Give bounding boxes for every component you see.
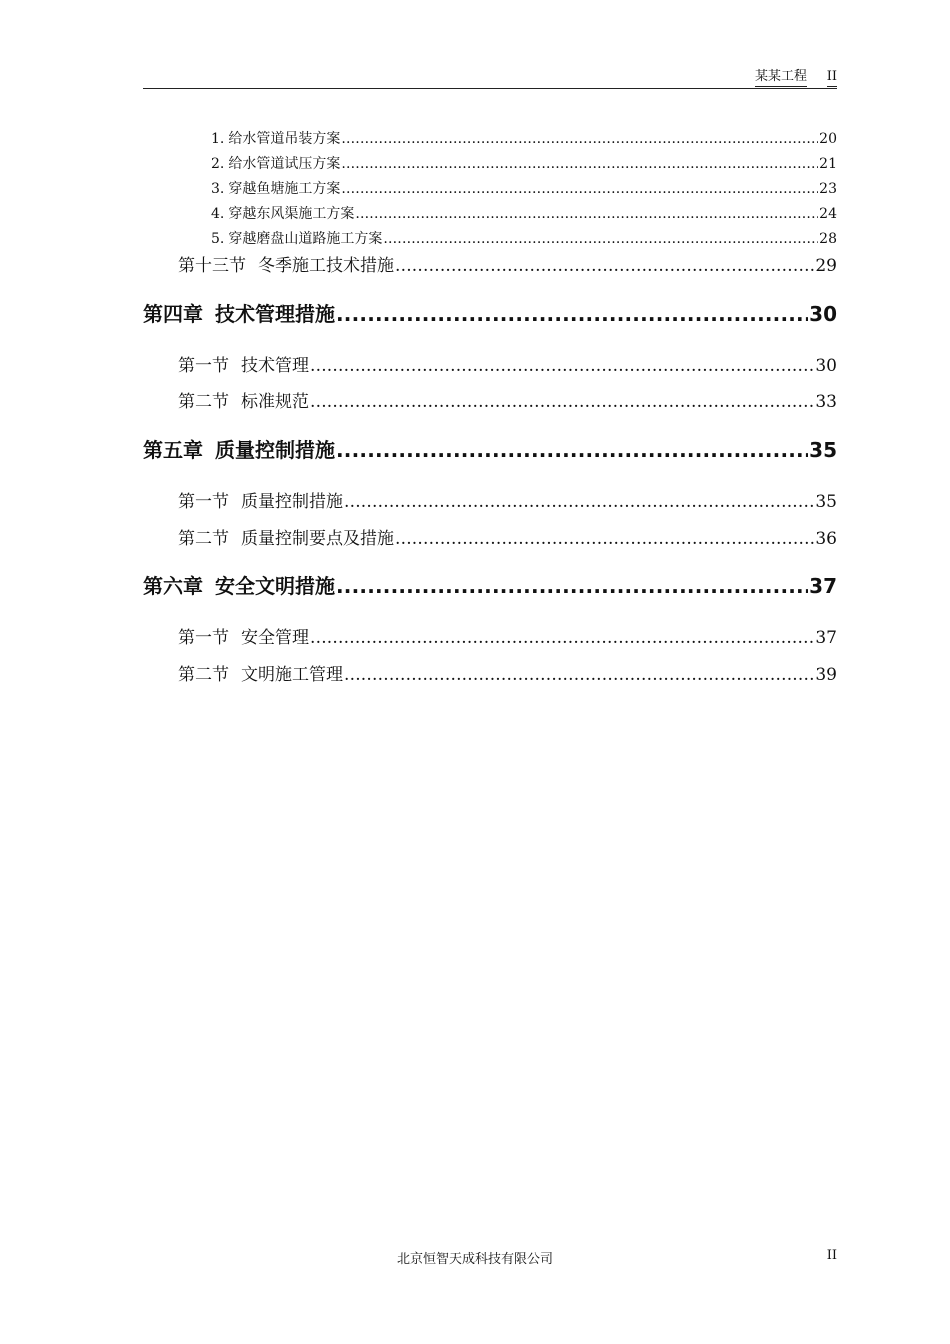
toc-entry-label: 穿越东风渠施工方案 — [228, 206, 355, 222]
toc-chapter[interactable] — [143, 570, 837, 598]
toc-entry-number: 2. — [211, 156, 225, 172]
toc-section[interactable] — [178, 660, 837, 684]
toc-dot-leader — [395, 529, 814, 549]
toc-entry-label: 穿越鱼塘施工方案 — [228, 181, 341, 197]
toc-section-page: 29 — [815, 256, 837, 276]
toc-chapter-label: 质量控制措施 — [215, 438, 335, 462]
toc-entry[interactable] — [211, 228, 837, 248]
toc-chapter-label: 安全文明措施 — [215, 574, 335, 598]
toc-dot-leader — [355, 206, 818, 222]
toc-section-label: 安全管理 — [241, 628, 309, 648]
toc-entry-page: 20 — [819, 131, 837, 147]
toc-section[interactable] — [178, 487, 837, 511]
toc-entry[interactable] — [211, 203, 837, 223]
toc-dot-leader — [336, 438, 808, 462]
toc-section-number: 第一节 — [178, 356, 229, 376]
toc-section-page: 35 — [815, 492, 837, 512]
toc-section-number: 第二节 — [178, 529, 229, 549]
toc-dot-leader — [383, 231, 818, 247]
footer-page-number: II — [826, 1248, 837, 1263]
toc-section[interactable] — [178, 251, 837, 275]
toc-section-page: 33 — [815, 392, 837, 412]
toc-chapter[interactable] — [143, 434, 837, 462]
toc-section-page: 37 — [815, 628, 837, 648]
toc-dot-leader — [336, 302, 808, 326]
toc-section-label: 冬季施工技术措施 — [258, 256, 394, 276]
toc-section-label: 标准规范 — [241, 392, 309, 412]
toc-dot-leader — [341, 156, 818, 172]
toc-entry-page: 28 — [819, 231, 837, 247]
toc-dot-leader — [310, 356, 814, 376]
toc-entry-page: 21 — [819, 156, 837, 172]
toc-dot-leader — [344, 492, 814, 512]
toc-section-page: 39 — [815, 665, 837, 685]
toc-dot-leader — [341, 181, 818, 197]
toc-chapter-number: 第五章 — [143, 438, 203, 462]
toc-entry-page: 23 — [819, 181, 837, 197]
toc-chapter-page: 37 — [809, 574, 837, 598]
header-page-number: II — [827, 68, 837, 87]
toc-section-number: 第一节 — [178, 492, 229, 512]
toc-section-number: 第二节 — [178, 665, 229, 685]
toc-dot-leader — [336, 574, 808, 598]
toc-section[interactable] — [178, 387, 837, 411]
toc-chapter-label: 技术管理措施 — [215, 302, 335, 326]
toc-entry-label: 给水管道吊装方案 — [228, 131, 341, 147]
toc-section-label: 质量控制措施 — [241, 492, 343, 512]
toc-dot-leader — [310, 628, 814, 648]
toc-section-page: 36 — [815, 529, 837, 549]
header-title: 某某工程 — [755, 68, 807, 87]
toc-chapter[interactable] — [143, 298, 837, 326]
toc-entry-label: 给水管道试压方案 — [228, 156, 341, 172]
toc-entry-page: 24 — [819, 206, 837, 222]
toc-section-label: 质量控制要点及措施 — [241, 529, 394, 549]
toc-entry[interactable] — [211, 153, 837, 173]
toc-section[interactable] — [178, 623, 837, 647]
toc-entry-number: 3. — [211, 181, 225, 197]
toc-entry-number: 4. — [211, 206, 225, 222]
toc-section-number: 第十三节 — [178, 256, 246, 276]
toc-dot-leader — [344, 665, 814, 685]
toc-entry[interactable] — [211, 178, 837, 198]
toc-entry-number: 1. — [211, 131, 225, 147]
toc-section-label: 文明施工管理 — [241, 665, 343, 685]
toc-entry-label: 穿越磨盘山道路施工方案 — [228, 231, 383, 247]
toc-chapter-number: 第四章 — [143, 302, 203, 326]
footer-company-name: 北京恒智天成科技有限公司 — [396, 1252, 553, 1267]
page-footer — [0, 1248, 950, 1268]
toc-section-page: 30 — [815, 356, 837, 376]
toc-section-number: 第二节 — [178, 392, 229, 412]
toc-entry-number: 5. — [211, 231, 225, 247]
toc-section[interactable] — [178, 351, 837, 375]
toc-chapter-number: 第六章 — [143, 574, 203, 598]
toc-chapter-page: 30 — [809, 302, 837, 326]
toc-dot-leader — [341, 131, 818, 147]
toc-dot-leader — [395, 256, 814, 276]
toc-section-label: 技术管理 — [241, 356, 309, 376]
toc-dot-leader — [310, 392, 814, 412]
toc-entry[interactable] — [211, 128, 837, 148]
toc-section[interactable] — [178, 524, 837, 548]
toc-section-number: 第一节 — [178, 628, 229, 648]
toc-chapter-page: 35 — [809, 438, 837, 462]
page-header — [143, 68, 837, 89]
